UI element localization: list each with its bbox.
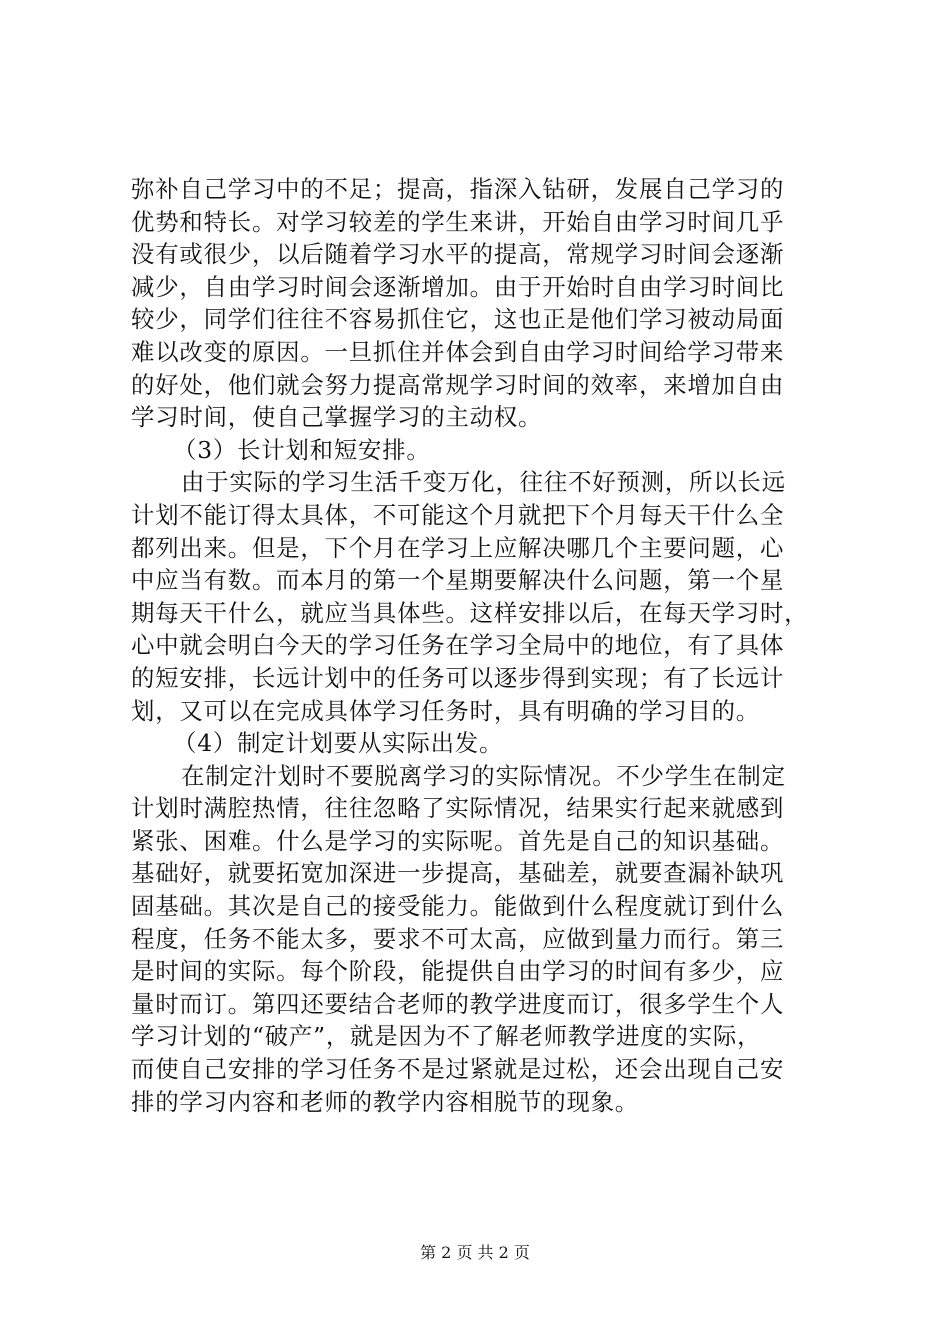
text-line: 没有或很少，以后随着学习水平的提高，常规学习时间会逐渐 bbox=[131, 240, 785, 269]
text-line: 在制定汁划时不要脱离学习的实际情况。不少学生在制定 bbox=[181, 761, 786, 790]
text-line: 计划不能订得太具体，不可能这个月就把下个月每天干什么全 bbox=[131, 500, 785, 529]
text-line: 较少，同学们往往不容易抓住它，这也正是他们学习被动局面 bbox=[131, 305, 785, 334]
body-text bbox=[131, 173, 831, 1118]
text-line: 减少，自由学习时间会逐渐增加。由于开始时自由学习时间比 bbox=[131, 272, 785, 301]
text-line: 学习时间，使自己掌握学习的主动权。 bbox=[131, 403, 543, 432]
text-line: 都列出来。但是，下个月在学习上应解决哪几个主要问题，心 bbox=[131, 533, 785, 562]
text-line: 计划时满腔热情，往往忽略了实际情况，结果实行起来就感到 bbox=[131, 794, 785, 823]
text-line: 排的学习内容和老师的教学内容相脱节的现象。 bbox=[131, 1087, 640, 1116]
text-line: 难以改变的原因。一旦抓住并体会到自由学习时间给学习带来 bbox=[131, 337, 785, 366]
text-line: 中应当有数。而本月的第一个星期要解决什么问题，第一个星 bbox=[131, 566, 785, 595]
text-line: 学习计划的“破产”，就是因为不了解老师教学进度的实际， bbox=[131, 1022, 762, 1051]
text-line: 而使自己安排的学习任务不是过紧就是过松，还会出现自己安 bbox=[131, 1055, 785, 1084]
text-line: 划，又可以在完成具体学习任务时，具有明确的学习目的。 bbox=[131, 696, 760, 725]
text-line: 优势和特长。对学习较差的学生来讲，开始自由学习时间几乎 bbox=[131, 207, 785, 236]
text-line: 期每天干什么，就应当具体些。这样安排以后，在每天学习时， bbox=[131, 598, 809, 627]
section-heading: （3）长计划和短安排。 bbox=[173, 435, 431, 464]
text-line: 是时间的实际。每个阶段，能提供自由学习的时间有多少，应 bbox=[131, 957, 785, 986]
text-line: 紧张、困难。什么是学习的实际呢。首先是自己的知识基础。 bbox=[131, 826, 785, 855]
text-line: 的好处，他们就会努力提高常规学习时间的效率，来增加自由 bbox=[131, 370, 785, 399]
text-line: 心中就会明白今天的学习任务在学习全局中的地位，有了具体 bbox=[131, 631, 785, 660]
text-line: 基础好，就要拓宽加深进一步提高，基础差，就要查漏补缺巩 bbox=[131, 859, 785, 888]
text-line: 量时而订。第四还要结合老师的教学进度而订，很多学生个人 bbox=[131, 989, 785, 1018]
text-line: 弥补自己学习中的不足；提高，指深入钻研，发展自己学习的 bbox=[131, 175, 785, 203]
text-line: 程度，任务不能太多，要求不可太高，应做到量力而行。第三 bbox=[131, 924, 785, 953]
text-line: 固基础。其次是自己的接受能力。能做到什么程度就订到什么 bbox=[131, 892, 785, 921]
section-heading: （4）制定计划要从实际出发。 bbox=[173, 729, 504, 758]
page-footer: 第 2 页 共 2 页 bbox=[420, 1243, 530, 1262]
text-line: 的短安排，长远计划中的任务可以逐步得到实现；有了长远计 bbox=[131, 663, 785, 692]
text-line: 由于实际的学习生活千变万化，往往不好预测，所以长远 bbox=[181, 468, 786, 497]
